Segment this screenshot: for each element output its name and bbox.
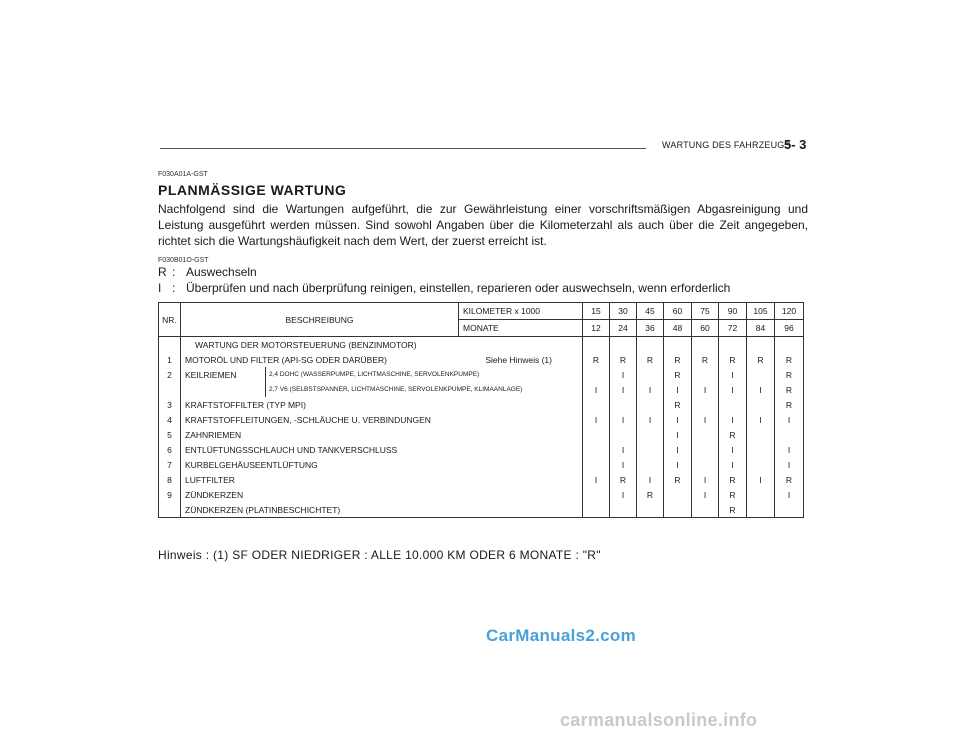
value-cell: R — [664, 352, 692, 367]
value-cell: I — [610, 382, 637, 397]
value-cell: I — [637, 382, 664, 397]
value-cell: I — [692, 472, 719, 487]
value-cell — [747, 397, 775, 412]
month-cell: 12 — [583, 320, 610, 337]
table-row — [159, 382, 804, 397]
value-cell — [637, 442, 664, 457]
description-cell — [181, 412, 583, 427]
value-cell: I — [719, 367, 747, 382]
value-cell — [664, 337, 692, 353]
description-cell — [181, 442, 583, 457]
value-cell: I — [775, 442, 804, 457]
nr-cell — [159, 502, 181, 518]
value-cell: I — [664, 427, 692, 442]
description-text: KRAFTSTOFFILTER (TYP MPI) — [185, 399, 306, 410]
value-cell: I — [610, 487, 637, 502]
nr-cell: 8 — [159, 472, 181, 487]
description-text: ZÜNDKERZEN — [185, 489, 244, 500]
month-cell: 96 — [775, 320, 804, 337]
description-cell — [181, 487, 583, 502]
value-cell: I — [692, 412, 719, 427]
value-cell — [610, 397, 637, 412]
legend-colon: : — [172, 281, 176, 295]
watermark-brand: CarManuals2.com — [486, 626, 636, 645]
value-cell: I — [775, 412, 804, 427]
table-row — [159, 472, 804, 487]
legend-item-i — [158, 281, 730, 295]
month-cell: 36 — [637, 320, 664, 337]
description-text: ZÜNDKERZEN (PLATINBESCHICHTET) — [185, 504, 341, 515]
value-cell: R — [610, 472, 637, 487]
value-cell: I — [583, 382, 610, 397]
legend-key: I — [158, 281, 162, 295]
nr-cell: 5 — [159, 427, 181, 442]
value-cell — [692, 457, 719, 472]
value-cell — [664, 502, 692, 518]
value-cell: R — [775, 352, 804, 367]
description-cell — [181, 397, 583, 412]
value-cell — [692, 397, 719, 412]
legend-text: Auswechseln — [186, 265, 257, 279]
table-row — [159, 397, 804, 412]
value-cell — [692, 442, 719, 457]
value-cell: R — [610, 352, 637, 367]
description-text: KURBELGEHÄUSEENTLÜFTUNG — [185, 459, 318, 470]
km-label: KILOMETER x 1000 — [459, 303, 583, 320]
nr-cell: 9 — [159, 487, 181, 502]
value-cell — [637, 367, 664, 382]
value-cell — [775, 427, 804, 442]
footnote: Hinweis : (1) SF ODER NIEDRIGER : ALLE 10.000 KM ODER 6 MONATE : "R" — [158, 548, 601, 562]
legend-reference-code: F030B01O-GST — [158, 257, 209, 264]
header-page-number: 5- 3 — [784, 137, 807, 152]
header-section-title: WARTUNG DES FAHRZEUGS — [662, 140, 791, 150]
value-cell: R — [719, 352, 747, 367]
value-cell — [747, 367, 775, 382]
value-cell — [775, 337, 804, 353]
value-cell — [583, 457, 610, 472]
description-cell — [181, 352, 583, 367]
value-cell — [664, 487, 692, 502]
value-cell — [583, 442, 610, 457]
description-text: ENTLÜFTUNGSSCHLAUCH UND TANKVERSCHLUSS — [185, 444, 398, 455]
value-cell — [610, 337, 637, 353]
value-cell: R — [719, 487, 747, 502]
description-text: ZAHNRIEMEN — [185, 429, 242, 440]
nr-cell: 1 — [159, 352, 181, 367]
value-cell — [692, 337, 719, 353]
month-cell: 72 — [719, 320, 747, 337]
value-cell — [583, 367, 610, 382]
km-cell: 30 — [610, 303, 637, 320]
value-cell: I — [664, 412, 692, 427]
value-cell — [610, 427, 637, 442]
value-cell — [747, 427, 775, 442]
value-cell: I — [610, 412, 637, 427]
value-cell — [747, 457, 775, 472]
value-cell: R — [664, 397, 692, 412]
value-cell: I — [583, 412, 610, 427]
page-title: PLANMÄSSIGE WARTUNG — [158, 182, 347, 198]
value-cell: I — [719, 457, 747, 472]
km-cell: 60 — [664, 303, 692, 320]
value-cell — [610, 502, 637, 518]
value-cell: I — [747, 472, 775, 487]
value-cell: R — [692, 352, 719, 367]
value-cell: I — [637, 412, 664, 427]
table-row — [159, 502, 804, 518]
description-cell — [181, 502, 583, 518]
value-cell: R — [719, 472, 747, 487]
value-cell — [775, 502, 804, 518]
intro-paragraph: Nachfolgend sind die Wartungen aufgeführt, die zur Gewährleistung einer vorschriftsmäßigen Abgasreinigung und Leistung ausgeführt werden müssen. Sind sowohl Angaben über die Kilometerzahl als auch über die Zeit angegeben, richtet sich die Wartungshäufigkeit nach dem Wert, der zuerst erreicht ist. — [158, 202, 808, 248]
description-cell — [181, 382, 583, 397]
legend-text: Überprüfen und nach überprüfung reinigen, einstellen, reparieren oder auswechseln, wenn erforderlich — [186, 281, 731, 295]
title-reference-code: F030A01A-GST — [158, 171, 208, 178]
value-cell — [747, 442, 775, 457]
nr-cell — [159, 337, 181, 353]
value-cell: R — [664, 472, 692, 487]
value-cell — [719, 397, 747, 412]
value-cell — [583, 502, 610, 518]
value-cell — [747, 487, 775, 502]
legend-colon: : — [172, 265, 176, 279]
value-cell: R — [583, 352, 610, 367]
table-row — [159, 442, 804, 457]
description-cell — [181, 457, 583, 472]
value-cell — [583, 397, 610, 412]
km-cell: 15 — [583, 303, 610, 320]
month-cell: 24 — [610, 320, 637, 337]
km-cell: 75 — [692, 303, 719, 320]
description-subtext: 2,4 DOHC (WASSERPUMPE, LICHTMASCHINE, SERVOLENKPUMPE) — [265, 367, 582, 382]
legend-key: R — [158, 265, 167, 279]
value-cell: I — [637, 472, 664, 487]
maintenance-schedule-table — [158, 302, 804, 518]
value-cell — [692, 502, 719, 518]
value-cell — [692, 367, 719, 382]
value-cell: I — [664, 442, 692, 457]
description-text: MOTORÖL UND FILTER (API-SG ODER DARÜBER) — [185, 354, 387, 365]
value-cell: I — [610, 367, 637, 382]
km-cell: 45 — [637, 303, 664, 320]
nr-header: NR. — [159, 303, 181, 337]
value-cell: I — [719, 412, 747, 427]
header-rule — [160, 148, 646, 149]
month-cell: 60 — [692, 320, 719, 337]
value-cell — [583, 337, 610, 353]
legend-item-r — [158, 265, 257, 279]
value-cell: I — [775, 487, 804, 502]
value-cell — [637, 427, 664, 442]
value-cell — [747, 337, 775, 353]
value-cell: R — [719, 502, 747, 518]
value-cell: I — [692, 382, 719, 397]
description-cell — [181, 427, 583, 442]
nr-cell: 2 — [159, 367, 181, 382]
description-text: KRAFTSTOFFLEITUNGEN, -SCHLÄUCHE U. VERBINDUNGEN — [185, 414, 431, 425]
value-cell — [583, 427, 610, 442]
km-cell: 120 — [775, 303, 804, 320]
month-cell: 48 — [664, 320, 692, 337]
value-cell: I — [747, 382, 775, 397]
value-cell: I — [719, 382, 747, 397]
value-cell: R — [637, 352, 664, 367]
description-header: BESCHREIBUNG — [181, 303, 459, 337]
nr-cell: 6 — [159, 442, 181, 457]
km-cell: 90 — [719, 303, 747, 320]
description-cell — [181, 472, 583, 487]
table-row — [159, 487, 804, 502]
value-cell — [747, 502, 775, 518]
value-cell — [637, 457, 664, 472]
value-cell: I — [664, 382, 692, 397]
value-cell: R — [719, 427, 747, 442]
value-cell — [637, 337, 664, 353]
nr-cell: 4 — [159, 412, 181, 427]
value-cell: R — [775, 472, 804, 487]
value-cell: I — [775, 457, 804, 472]
month-label: MONATE — [459, 320, 583, 337]
nr-cell: 3 — [159, 397, 181, 412]
description-note: Siehe Hinweis (1) — [485, 354, 552, 365]
value-cell — [719, 337, 747, 353]
km-cell: 105 — [747, 303, 775, 320]
value-cell — [583, 487, 610, 502]
description-text: LUFTFILTER — [185, 474, 235, 485]
value-cell — [637, 502, 664, 518]
table-row — [159, 457, 804, 472]
value-cell: R — [775, 397, 804, 412]
value-cell: I — [664, 457, 692, 472]
month-cell: 84 — [747, 320, 775, 337]
value-cell: R — [637, 487, 664, 502]
description-subtext: 2,7 V6 (SELBSTSPANNER, LICHTMASCHINE, SERVOLENKPUMPE, KLIMAANLAGE) — [265, 382, 582, 397]
value-cell: I — [747, 412, 775, 427]
value-cell: R — [664, 367, 692, 382]
value-cell — [692, 427, 719, 442]
table-row — [159, 367, 804, 382]
value-cell: I — [583, 472, 610, 487]
description-cell — [181, 367, 583, 382]
value-cell: R — [775, 382, 804, 397]
section-title: WARTUNG DER MOTORSTEUERUNG (BENZINMOTOR) — [181, 337, 583, 353]
description-text: KEILRIEMEN — [185, 369, 237, 380]
value-cell: I — [610, 457, 637, 472]
value-cell: R — [747, 352, 775, 367]
value-cell — [637, 397, 664, 412]
nr-cell — [159, 382, 181, 397]
value-cell: I — [692, 487, 719, 502]
nr-cell: 7 — [159, 457, 181, 472]
table-row — [159, 352, 804, 367]
table-row — [159, 412, 804, 427]
table-row — [159, 427, 804, 442]
watermark-footer: carmanualsonline.info — [560, 710, 758, 730]
value-cell: I — [610, 442, 637, 457]
value-cell: I — [719, 442, 747, 457]
value-cell: R — [775, 367, 804, 382]
